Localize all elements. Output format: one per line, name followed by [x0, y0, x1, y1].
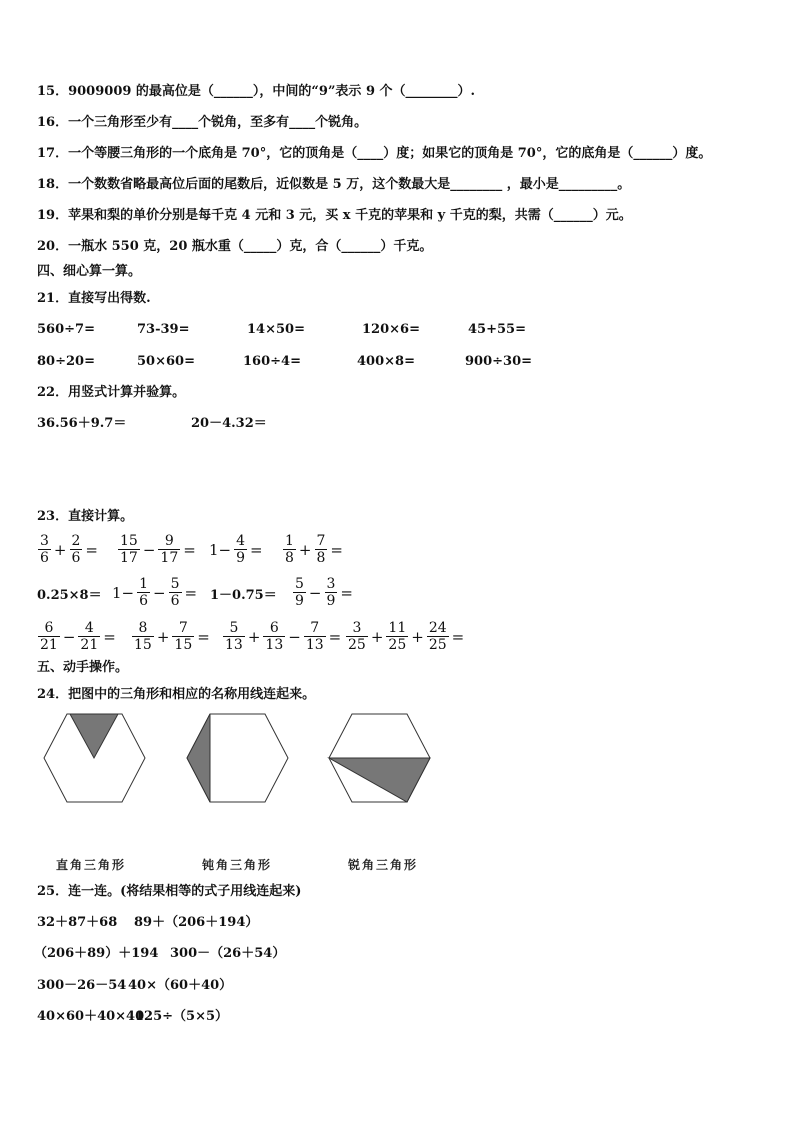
q23-expression: $\frac{8}{15}$ + $\frac{7}{15}$ = — [134, 620, 210, 653]
q22-item: 20－4.32＝ — [191, 416, 267, 431]
q25-left-item: 300－26－54 — [37, 978, 127, 993]
q21-item: 45+55= — [468, 322, 526, 337]
q21-item: 50×60= — [137, 354, 195, 369]
question-23-title: 23．直接计算。 — [37, 509, 134, 524]
q23-expression: 1− $\frac{1}{6}$ − $\frac{5}{6}$ = — [112, 576, 198, 609]
q23-expression: $\frac{3}{6}$ + $\frac{2}{6}$ = — [40, 533, 98, 566]
section-5-heading: 五、动手操作。 — [37, 660, 129, 675]
q23-expression: 0.25×8＝ — [37, 588, 102, 603]
q23-expression: $\frac{1}{8}$ + $\frac{7}{8}$ = — [285, 533, 343, 566]
question-17: 17．一个等腰三角形的一个底角是 70°，它的顶角是（____）度；如果它的顶角是 70°，它的底角是（______）度。 — [37, 146, 712, 161]
q23-expression: 1− $\frac{4}{9}$ = — [209, 533, 263, 566]
question-20: 20．一瓶水 550 克，20 瓶水重（_____）克，合（______）千克。 — [37, 239, 433, 254]
q21-item: 73-39= — [137, 322, 190, 337]
q21-item: 120×6= — [362, 322, 420, 337]
question-21-title: 21．直接写出得数. — [37, 291, 151, 306]
question-18: 18．一个数数省略最高位后面的尾数后，近似数是 5 万，这个数最大是________ ，最小是_________。 — [37, 177, 631, 192]
q25-left-item: 32＋87＋68 — [37, 915, 118, 930]
q21-item: 160÷4= — [243, 354, 301, 369]
q25-left-item: （206＋89）＋194 — [34, 946, 159, 961]
q25-right-item: 89＋（206＋194） — [134, 915, 259, 930]
q21-item: 900÷30= — [465, 354, 533, 369]
triangle-label-acute: 锐角三角形 — [348, 858, 419, 872]
q23-expression: $\frac{15}{17}$ − $\frac{9}{17}$ = — [120, 533, 196, 566]
q22-item: 36.56＋9.7＝ — [37, 416, 127, 431]
q25-right-item: 125÷（5×5） — [135, 1009, 229, 1024]
q25-right-item: 40×（60＋40） — [128, 978, 233, 993]
triangle-label-right: 直角三角形 — [56, 858, 127, 872]
q23-expression: $\frac{6}{21}$ − $\frac{4}{21}$ = — [40, 620, 116, 653]
question-25-title: 25．连一连。(将结果相等的式子用线连起来) — [37, 884, 302, 899]
q23-expression: $\frac{5}{13}$ + $\frac{6}{13}$ − $\frac{7}{13}$ = — [225, 620, 342, 653]
q23-expression: 1－0.75＝ — [210, 588, 277, 603]
q21-item: 560÷7= — [37, 322, 95, 337]
hexagon-figure-2 — [185, 712, 290, 804]
section-4-heading: 四、细心算一算。 — [37, 264, 142, 279]
question-22-title: 22．用竖式计算并验算。 — [37, 385, 186, 400]
q21-item: 14×50= — [247, 322, 305, 337]
question-16: 16．一个三角形至少有____个锐角，至多有____个锐角。 — [37, 115, 368, 130]
triangle-label-obtuse: 钝角三角形 — [202, 858, 273, 872]
question-24-title: 24．把图中的三角形和相应的名称用线连起来。 — [37, 687, 316, 702]
hexagon-figure-1 — [42, 712, 147, 804]
q23-expression: $\frac{5}{9}$ − $\frac{3}{9}$ = — [295, 576, 353, 609]
q25-left-item: 40×60＋40×40 — [37, 1009, 145, 1024]
question-19: 19．苹果和梨的单价分别是每千克 4 元和 3 元，买 x 千克的苹果和 y 千克的梨，共需（______）元。 — [37, 208, 632, 223]
shaded-triangle — [187, 714, 210, 802]
question-15: 15．9009009 的最高位是（______），中间的“9”表示 9 个（________）. — [37, 84, 476, 99]
hexagon-figure-3 — [327, 712, 432, 804]
q21-item: 80÷20= — [37, 354, 95, 369]
q23-expression: $\frac{3}{25}$ + $\frac{11}{25}$ + $\frac{24}{25}$ = — [348, 620, 465, 653]
q25-right-item: 300－（26＋54） — [170, 946, 286, 961]
q21-item: 400×8= — [357, 354, 415, 369]
